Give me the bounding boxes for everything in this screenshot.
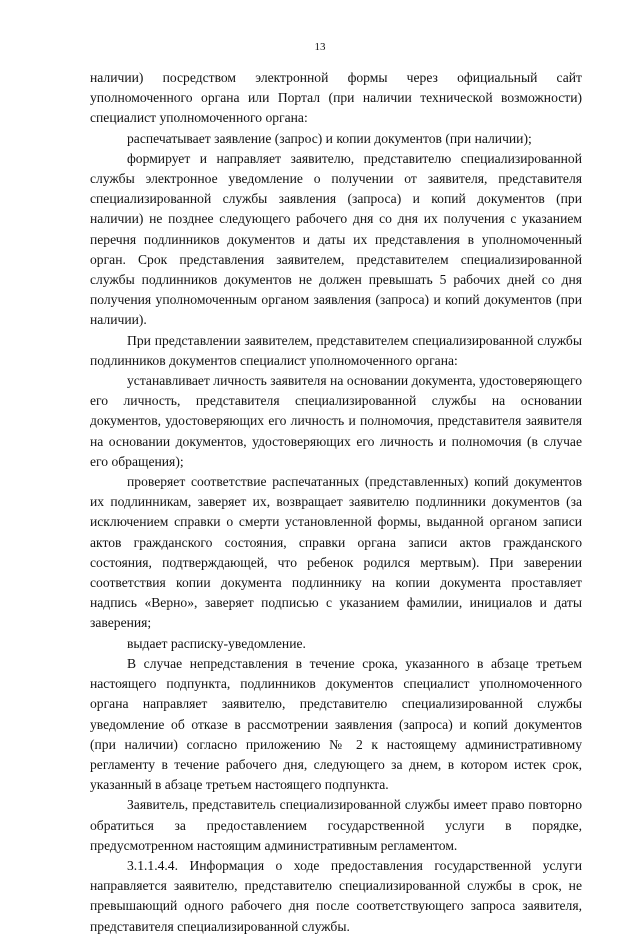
paragraph: В случае непредставления в течение срока, указанного в абзаце третьем настоящего подпункта, подлинников документов специалист уполномоченного органа направляет заявителю, представителю специализированной службы уведомление об отказе в рассмотрении заявления (запроса) и копий документов (при наличии) согласно приложению № 2 к настоящему административному регламенту в течение рабочего дня, следующего за днем, в котором истек срок, указанный в абзаце третьем настоящего подпункта. <box>90 655 582 793</box>
paragraph: проверяет соответствие распечатанных (представленных) копий документов их подлинникам, заверяет их, возвращает заявителю подлинники документов (за исключением справки о смерти установленной формы, выданной органом записи актов гражданского состояния, справки органа записи актов гражданского состояния, подтверждающей, что ребенок родился мертвым). При заверении соответствия копии документа подлиннику на копии документа проставляет надпись «Верно», заверяет подписью с указанием фамилии, инициалов и даты заверения; <box>90 474 582 631</box>
paragraph: выдает расписку-уведомление. <box>127 635 306 651</box>
paragraph: 3.1.1.4.4. Информация о ходе предоставления государственной услуги направляется заявителю, представителю специализированной службы в срок, не превышающий одного рабочего дня после соответствующего запроса заявителя, представителя специализированной службы. <box>90 857 582 934</box>
paragraph: распечатывает заявление (запрос) и копии документов (при наличии); <box>127 130 532 146</box>
paragraph: При представлении заявителем, представителем специализированной службы подлинников документов специалист уполномоченного органа: <box>90 332 582 368</box>
document-body <box>90 68 582 937</box>
paragraph: Заявитель, представитель специализированной службы имеет право повторно обратиться за предоставлением государственной услуги в порядке, предусмотренном настоящим административным регламентом. <box>90 797 582 853</box>
paragraph: устанавливает личность заявителя на основании документа, удостоверяющего его личность, представителя специализированной службы на основании документов, удостоверяющих его личность и полномочия, представителя заявителя на основании документов, удостоверяющих его личность и полномочия (в случае его обращения); <box>90 373 582 469</box>
page-number: 13 <box>314 41 326 53</box>
paragraph: наличии) посредством электронной формы через официальный сайт уполномоченного органа или Портал (при наличии технической возможности) специалист уполномоченного органа: <box>90 70 582 126</box>
paragraph: формирует и направляет заявителю, представителю специализированной службы электронное уведомление о получении от заявителя, представителя специализированной службы заявления (запроса) и копий документов (при наличии) не позднее следующего рабочего дня со дня их получения с указанием перечня подлинников документов и даты их представления в уполномоченный орган. Срок представления заявителем, представителем специализированной службы подлинников документов не должен превышать 5 рабочих дней со дня получения уполномоченным органом заявления (запроса) и копий документов (при наличии). <box>90 150 582 328</box>
